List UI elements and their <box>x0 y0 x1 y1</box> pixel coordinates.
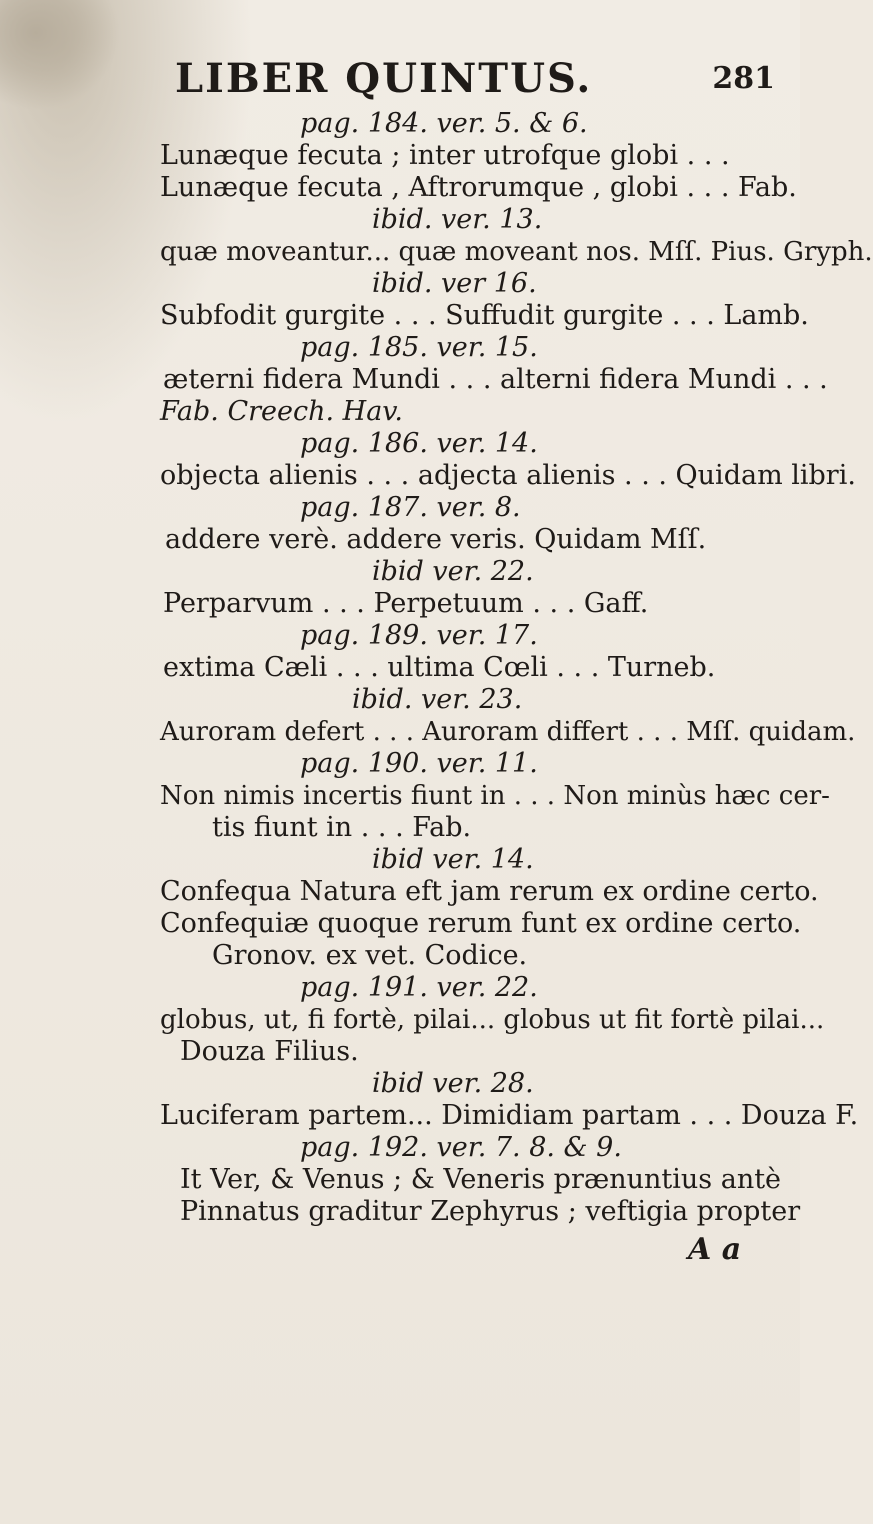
text-line: tis fiunt in . . . Fab. <box>212 812 472 843</box>
text-line: quæ moveantur... quæ moveant nos. Mſſ. Pius. Gryph. <box>160 237 873 267</box>
page-reference: pag. 185. ver. 15. <box>300 332 538 363</box>
text-line: Lunæque fecuta ; inter utrofque globi . . . <box>160 140 730 171</box>
text-line: Confequa Natura eft jam rerum ex ordine certo. <box>160 876 819 907</box>
text-line: globus, ut, fi fortè, pilai... globus ut fit fortè pilai... <box>160 1005 825 1035</box>
page-reference: ibid. ver. 13. <box>372 204 543 235</box>
page-reference: ibid. ver. 23. <box>352 684 523 715</box>
text-line: Non nimis incertis fiunt in . . . Non minùs hæc cer- <box>160 781 830 811</box>
page-reference: pag. 191. ver. 22. <box>300 972 538 1003</box>
page-number: 281 <box>712 61 775 96</box>
page-reference: pag. 187. ver. 8. <box>300 492 521 523</box>
page-reference: ibid ver. 14. <box>372 844 534 875</box>
page-reference: pag. 184. ver. 5. & 6. <box>300 108 588 139</box>
page-reference: ibid ver. 22. <box>372 556 534 587</box>
page-reference: ibid. ver 16. <box>372 268 537 299</box>
page-reference: pag. 190. ver. 11. <box>300 748 538 779</box>
page-reference: ibid ver. 28. <box>372 1068 534 1099</box>
text-line: Subfodit gurgite . . . Suffudit gurgite . . . Lamb. <box>160 300 809 331</box>
text-line: extima Cæli . . . ultima Cœli . . . Turneb. <box>163 652 716 683</box>
text-line: Luciferam partem... Dimidiam partam . . . Douza F. <box>160 1100 859 1131</box>
text-line: Pinnatus graditur Zephyrus ; veftigia propter <box>180 1196 801 1227</box>
text-line: It Ver, & Venus ; & Veneris prænuntius antè <box>180 1164 782 1195</box>
text-line: addere verè. addere veris. Quidam Mſſ. <box>165 524 707 555</box>
text-line: æterni fidera Mundi . . . alterni fidera Mundi . . . <box>163 364 828 395</box>
text-line: Perparvum . . . Perpetuum . . . Gaff. <box>163 588 649 619</box>
page-reference: pag. 186. ver. 14. <box>300 428 538 459</box>
paper-stain <box>0 0 120 110</box>
page-reference: pag. 189. ver. 17. <box>300 620 538 651</box>
text-line: Confequiæ quoque rerum funt ex ordine certo. <box>160 908 802 939</box>
catchword: A a <box>688 1232 742 1267</box>
text-line: Douza Filius. <box>180 1036 359 1067</box>
text-line: Auroram defert . . . Auroram differt . . . Mſſ. quidam. <box>160 717 856 747</box>
text-line: Fab. Creech. Hav. <box>160 396 403 427</box>
running-header <box>175 55 775 105</box>
text-line: Gronov. ex vet. Codice. <box>212 940 528 971</box>
text-line: objecta alienis . . . adjecta alienis . . . Quidam libri. <box>160 460 856 491</box>
running-title: LIBER QUINTUS. <box>175 55 593 102</box>
page-reference: pag. 192. ver. 7. 8. & 9. <box>300 1132 622 1163</box>
text-line: Lunæque fecuta , Aftrorumque , globi . . . Fab. <box>160 172 797 203</box>
